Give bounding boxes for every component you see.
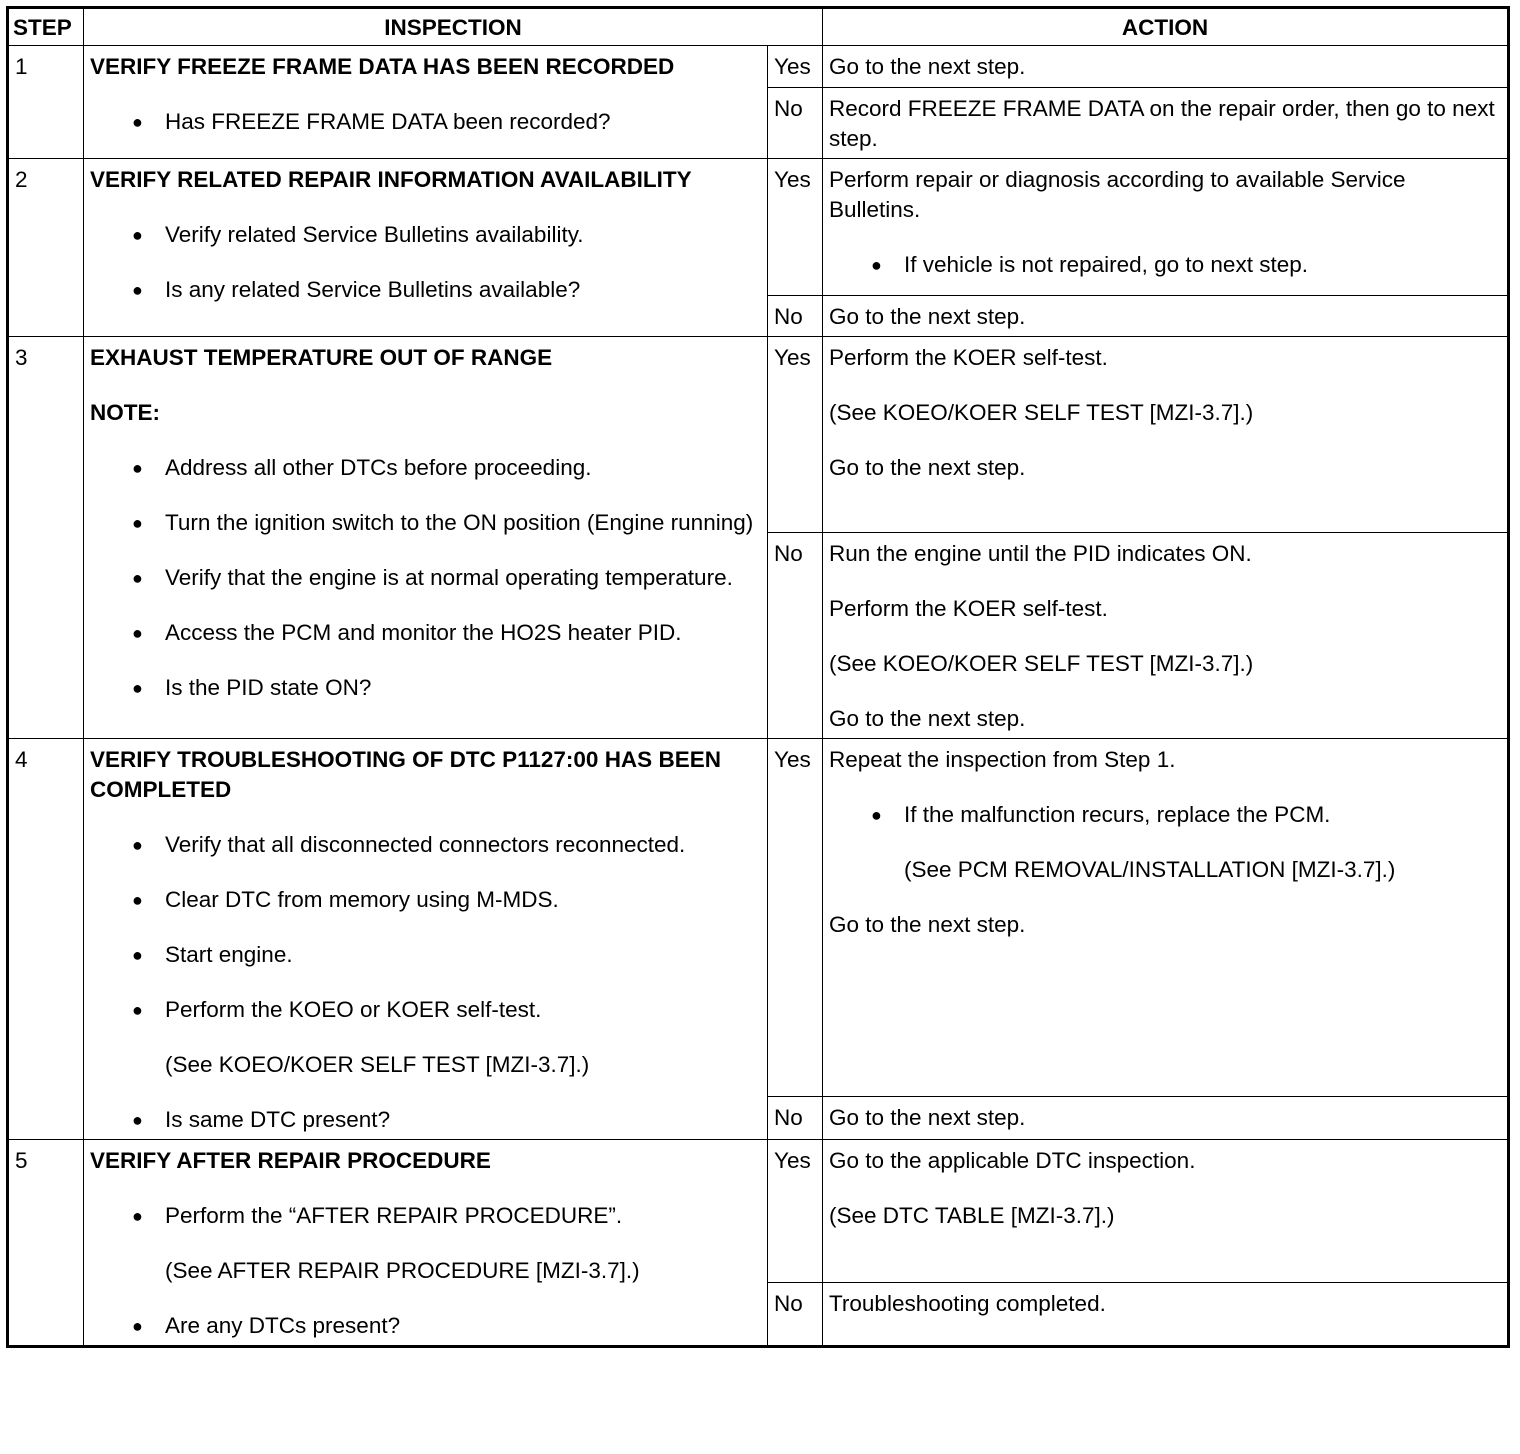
- step-title: VERIFY AFTER REPAIR PROCEDURE: [90, 1148, 491, 1173]
- no-label: No: [768, 533, 823, 739]
- step-inspection: [84, 1140, 768, 1347]
- header-row: [8, 8, 1509, 46]
- yes-label: Yes: [768, 1140, 823, 1283]
- inspection-item: ● Access the PCM and monitor the HO2S heater PID.: [90, 618, 761, 648]
- no-label: No: [768, 1283, 823, 1347]
- action-item: ● If the malfunction recurs, replace the PCM.: [829, 800, 1501, 830]
- step-title: VERIFY TROUBLESHOOTING OF DTC P1127:00 HAS BEEN COMPLETED: [90, 747, 721, 802]
- step-inspection: [84, 46, 768, 159]
- yes-label: Yes: [768, 337, 823, 533]
- inspection-column-header: INSPECTION: [84, 8, 823, 46]
- inspection-list: [90, 453, 761, 703]
- inspection-list: [90, 107, 761, 137]
- action-text: Record FREEZE FRAME DATA on the repair order, then go to next step.: [829, 96, 1495, 151]
- action-text: Run the engine until the PID indicates ON.: [829, 541, 1252, 566]
- yes-label: Yes: [768, 159, 823, 296]
- action-text: Perform repair or diagnosis according to available Service Bulletins.: [829, 167, 1406, 222]
- action-text: Go to the next step.: [829, 455, 1026, 480]
- action-text: Go to the next step.: [829, 54, 1026, 79]
- action-text: (See KOEO/KOER SELF TEST [MZI-3.7].): [829, 400, 1254, 425]
- step-title: VERIFY FREEZE FRAME DATA HAS BEEN RECORDED: [90, 54, 675, 79]
- yes-action: [823, 159, 1509, 296]
- no-action: [823, 533, 1509, 739]
- action-list: [829, 250, 1501, 280]
- action-column-header: ACTION: [823, 8, 1509, 46]
- inspection-item: ● Turn the ignition switch to the ON position (Engine running): [90, 508, 761, 538]
- yes-action: [823, 337, 1509, 533]
- step-number: 5: [8, 1140, 84, 1347]
- inspection-item: ● Are any DTCs present?: [90, 1311, 761, 1341]
- inspection-item: ● Start engine.: [90, 940, 761, 970]
- inspection-item: ● Address all other DTCs before proceeding.: [90, 453, 761, 483]
- action-text: Repeat the inspection from Step 1.: [829, 747, 1176, 772]
- action-text: Perform the KOER self-test.: [829, 345, 1108, 370]
- step-number: 4: [8, 739, 84, 1140]
- inspection-reference: (See AFTER REPAIR PROCEDURE [MZI-3.7].): [165, 1258, 640, 1283]
- yes-action: [823, 46, 1509, 88]
- no-label: No: [768, 88, 823, 159]
- action-text: Go to the next step.: [829, 1105, 1026, 1130]
- no-action: [823, 88, 1509, 159]
- inspection-list: [90, 1201, 761, 1341]
- step-title: EXHAUST TEMPERATURE OUT OF RANGE: [90, 345, 553, 370]
- action-list: [829, 800, 1501, 885]
- step-number: 3: [8, 337, 84, 739]
- step-5-yes-row: [8, 1140, 1509, 1283]
- step-3-yes-row: [8, 337, 1509, 533]
- step-inspection: [84, 159, 768, 337]
- inspection-item: ● Verify that the engine is at normal operating temperature.: [90, 563, 761, 593]
- inspection-item: ● Perform the “AFTER REPAIR PROCEDURE”.: [90, 1201, 761, 1231]
- yes-label: Yes: [768, 739, 823, 1097]
- yes-label: Yes: [768, 46, 823, 88]
- action-text: (See DTC TABLE [MZI-3.7].): [829, 1203, 1115, 1228]
- yes-action: [823, 1140, 1509, 1283]
- inspection-list: [90, 830, 761, 1135]
- action-text: Go to the next step.: [829, 304, 1026, 329]
- no-action: [823, 1097, 1509, 1140]
- step-1-yes-row: [8, 46, 1509, 88]
- action-text: Troubleshooting completed.: [829, 1291, 1106, 1316]
- step-number: 1: [8, 46, 84, 159]
- inspection-item: ● Verify related Service Bulletins availability.: [90, 220, 761, 250]
- action-text: Go to the next step.: [829, 912, 1026, 937]
- no-action: [823, 296, 1509, 337]
- step-number: 2: [8, 159, 84, 337]
- inspection-reference: (See KOEO/KOER SELF TEST [MZI-3.7].): [165, 1052, 590, 1077]
- action-text: Go to the applicable DTC inspection.: [829, 1148, 1196, 1173]
- action-item: ● If vehicle is not repaired, go to next step.: [829, 250, 1501, 280]
- inspection-item: ● Clear DTC from memory using M-MDS.: [90, 885, 761, 915]
- inspection-item: ● Has FREEZE FRAME DATA been recorded?: [90, 107, 761, 137]
- step-inspection: [84, 739, 768, 1140]
- yes-action: [823, 739, 1509, 1097]
- step-title: VERIFY RELATED REPAIR INFORMATION AVAILABILITY: [90, 167, 692, 192]
- inspection-list: [90, 220, 761, 305]
- inspection-item: ● Verify that all disconnected connectors reconnected.: [90, 830, 761, 860]
- step-4-yes-row: [8, 739, 1509, 1097]
- no-label: No: [768, 1097, 823, 1140]
- diagnostic-procedure-table: [6, 6, 1510, 1348]
- inspection-item: ● Is any related Service Bulletins available?: [90, 275, 761, 305]
- action-text: (See KOEO/KOER SELF TEST [MZI-3.7].): [829, 651, 1254, 676]
- note-label: NOTE:: [90, 400, 160, 425]
- no-action: [823, 1283, 1509, 1347]
- step-column-header: STEP: [8, 8, 84, 46]
- inspection-item: ● Is same DTC present?: [90, 1105, 761, 1135]
- action-text: Go to the next step.: [829, 706, 1026, 731]
- inspection-item: ● Perform the KOEO or KOER self-test.: [90, 995, 761, 1025]
- step-inspection: [84, 337, 768, 739]
- inspection-item: ● Is the PID state ON?: [90, 673, 761, 703]
- action-text: Perform the KOER self-test.: [829, 596, 1108, 621]
- action-reference: (See PCM REMOVAL/INSTALLATION [MZI-3.7].): [904, 857, 1396, 882]
- step-2-yes-row: [8, 159, 1509, 296]
- no-label: No: [768, 296, 823, 337]
